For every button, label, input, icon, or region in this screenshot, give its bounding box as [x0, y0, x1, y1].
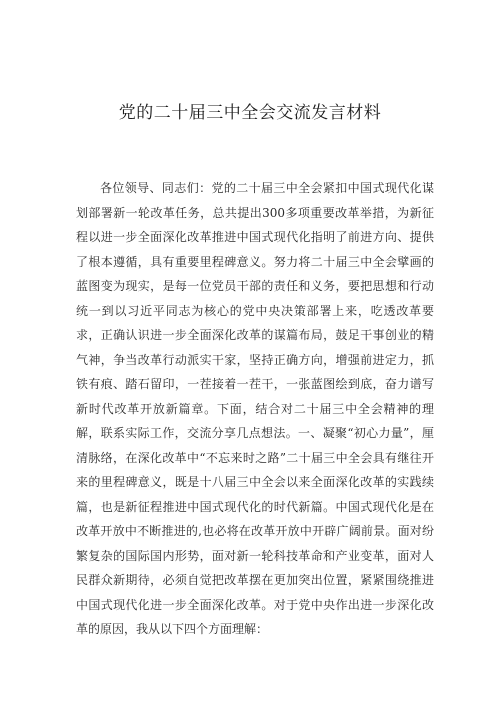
document-title: 党的二十届三中全会交流发言材料: [118, 103, 382, 123]
body-paragraph: 各位领导、同志们：党的二十届三中全会紧扣中国式现代化谋划部署新一轮改革任务，总共提出300多项重要改革举措，为新征程以进一步全面深化改革推进中国式现代化指明了前进方向、提供了根本遵循，具有重要里程碑意义。努力将二十届三中全会擘画的蓝图变为现实，是每一位党员干部的责任和义务，要把思想和行动统一到以习近平同志为核心的党中央决策部署上来，吃透改革要求，正确认识进一步全面深化改革的谋篇布局，鼓足干事创业的精气神，争当改革行动派实干家，坚持正确方向，增强前进定力，抓铁有痕、踏石留印，一茬接着一茬干，一张蓝图绘到底，奋力谱写新时代改革开放新篇章。下面，结合对二十届三中全会精神的理解，联系实际工作，交流分享几点想法。一、凝聚“初心力量”，厘清脉络，在深化改革中“不忘来时之路”二十届三中全会具有继往开来的里程碑意义，既是十八届三中全会以来全面深化改革的实践续篇，也是新征程推进中国式现代化的时代新篇。中国式现代化是在改革开放中不断推进的,也必将在改革开放中开辟广阔前景。面对纷繁复杂的国际国内形势，面对新一轮科技革命和产业变革，面对人民群众新期待，必须自觉把改革摆在更加突出位置，紧紧围绕推进中国式现代化进一步全面深化改革。对于党中央作出进一步深化改革的原因，我从以下四个方面理解：: [76, 181, 434, 636]
